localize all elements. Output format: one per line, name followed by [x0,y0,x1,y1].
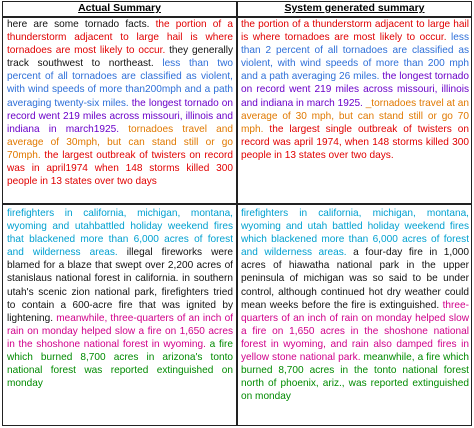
summary-sentence: they generally track southwest to northeast. [7,45,233,70]
summary-sentence: a four-day fire in 1,000 acres of hiawatha national park in the upper peninsula of michigan was so said to be under control, although continued hot dry weather could mean weeks before the fire is extinguished. [241,247,469,311]
summary-sentence: the longest tornado on record went 219 miles across missouri, illinois and indiana in march1925. [7,97,233,135]
summary-sentence: the portion of a thunderstorm adjacent to large hail is where tornadoes are most likely to occur. [7,19,233,57]
row2-actual-summary [7,207,233,425]
summary-sentence: a fire which burned 8,700 acres in arizona's tonto national forest was reported extinguished on monday [7,338,233,390]
row1-system-summary [241,18,469,202]
summary-sentence: tornadoes travel and average of 30mph, but can stand still or go 70mph. [7,123,233,161]
summary-sentence: _tornadoes travel at an average of 30 mph, but can stand still or go 70 mph. [241,97,469,135]
summary-sentence: the largest single outbreak of twisters on record was april 1974, when 148 storms killed 300 people in 13 states over two days. [241,123,469,161]
row1-actual-summary [7,18,233,202]
summary-sentence: the largest outbreak of twisters on record was in april1974 when 148 storms killed 300 people in 13 states over two days [7,149,233,188]
row2-system-summary [241,207,469,425]
summary-sentence: three-quarters of an inch of rain on monday helped slow a fire on 1,650 acres in the shoshone national forest in wyoming, and rain also damped fires in yellow stone national park. [241,299,469,364]
summary-sentence: firefighters in california, michigan, montana, wyoming and utah battled holiday weekend fires which blackened more than 6,000 acres of forest and wilderness areas. [241,208,469,259]
summary-sentence: meanwhile, a fire which burned 8,700 acres in the tonto national forest north of phoenix, ariz., was reported extinguished on monday [241,352,469,403]
header-actual-summary: Actual Summary [78,2,161,14]
summary-sentence: less than two percent of all tornadoes are classified as violent, with wind speeds of more than200mph and a path averaging twenty-six miles. [7,58,233,109]
summary-sentence: less than 2 percent of all tornadoes are classified as violent, with wind speeds of more than 200 mph and a path averaging 26 miles. [241,32,469,83]
summary-sentence: the portion of a thunderstorm adjacent to large hail is where tornadoes are most likely to occur. [241,19,469,44]
summary-sentence: the longest tornado on record went 219 miles across missouri, illinois and indiana in march 1925. [241,71,469,109]
header-system-summary: System generated summary [284,2,425,14]
summary-sentence: firefighters in california, michigan, montana, wyoming and utahbattled holiday weekend fires that blackened more than 6,000 acres of forest and wilderness areas. [7,208,233,259]
summary-sentence: illegal fireworks were blamed for a blaze that swept over 2,200 acres of stanislaus national forest in california. in southern utah's scenic zion national park, firefighters tried to contain a 600-acre fire that was ignited by lightening. [7,247,233,324]
summary-sentence: here are some tornado facts. [7,19,156,30]
summary-sentence: meanwhile, three-quarters of an inch of rain on monday helped slow a fire on 1,650 acres in the shoshone national forest in wyoming. [7,312,233,350]
row-divider [3,203,471,205]
column-divider [236,2,238,425]
summary-comparison-table [2,1,472,426]
